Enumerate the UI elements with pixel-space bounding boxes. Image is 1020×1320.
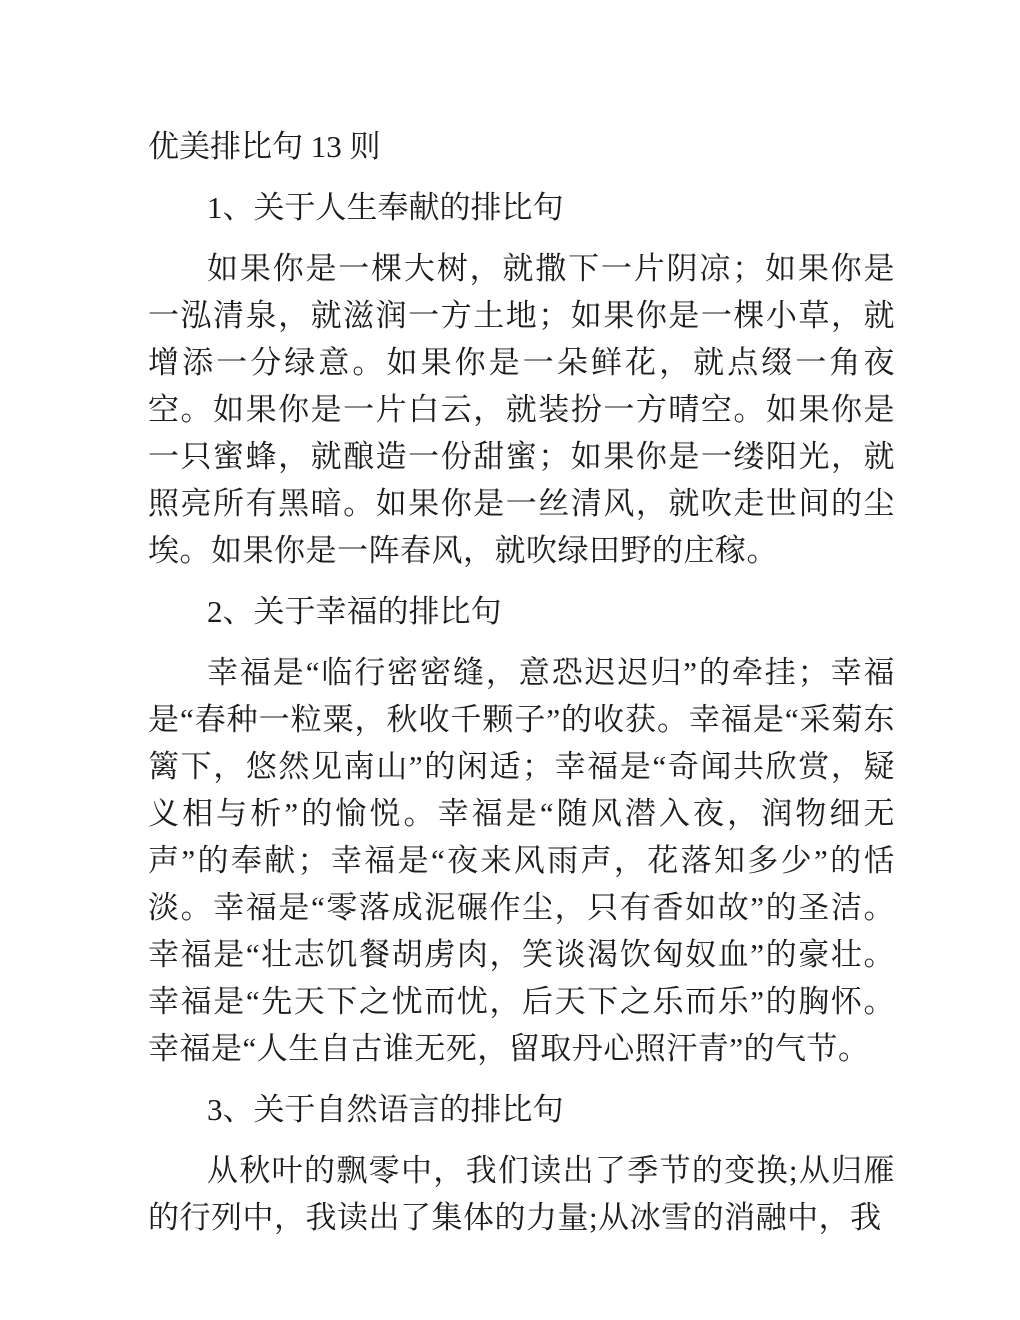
section-paragraph: 幸福是“临行密密缝，意恐迟迟归”的牵挂；幸福是“春种一粒粟，秋收千颗子”的收获。幸福是“采菊东篱下，悠然见南山”的闲适；幸福是“奇闻共欣赏，疑义相与析”的愉悦。幸福是“随风潜入夜，润物细无声”的奉献；幸福是“夜来风雨声，花落知多少”的恬淡。幸福是“零落成泥碾作尘，只有香如故”的圣洁。幸福是“壮志饥餐胡虏肉，笑谈渴饮匈奴血”的豪壮。幸福是“先天下之忧而忧，后天下之乐而乐”的胸怀。幸福是“人生自古谁无死，留取丹心照汗青”的气节。 [148,655,895,1066]
document-sections [148,184,895,1241]
section-heading-2: 2、关于幸福的排比句 [207,594,502,629]
section-heading-1: 1、关于人生奉献的排比句 [207,190,564,225]
section-paragraph: 从秋叶的飘零中，我们读出了季节的变换;从归雁的行列中，我读出了集体的力量;从冰雪的消融中，我 [148,1153,895,1235]
document-title: 优美排比句 13 则 [148,129,381,164]
section-paragraph: 如果你是一棵大树，就撒下一片阴凉；如果你是一泓清泉，就滋润一方土地；如果你是一棵小草，就增添一分绿意。如果你是一朵鲜花，就点缀一角夜空。如果你是一片白云，就装扮一方晴空。如果你是一只蜜蜂，就酿造一份甜蜜；如果你是一缕阳光，就照亮所有黑暗。如果你是一丝清风，就吹走世间的尘埃。如果你是一阵春风，就吹绿田野的庄稼。 [148,251,895,568]
section-heading-3: 3、关于自然语言的排比句 [207,1092,564,1127]
